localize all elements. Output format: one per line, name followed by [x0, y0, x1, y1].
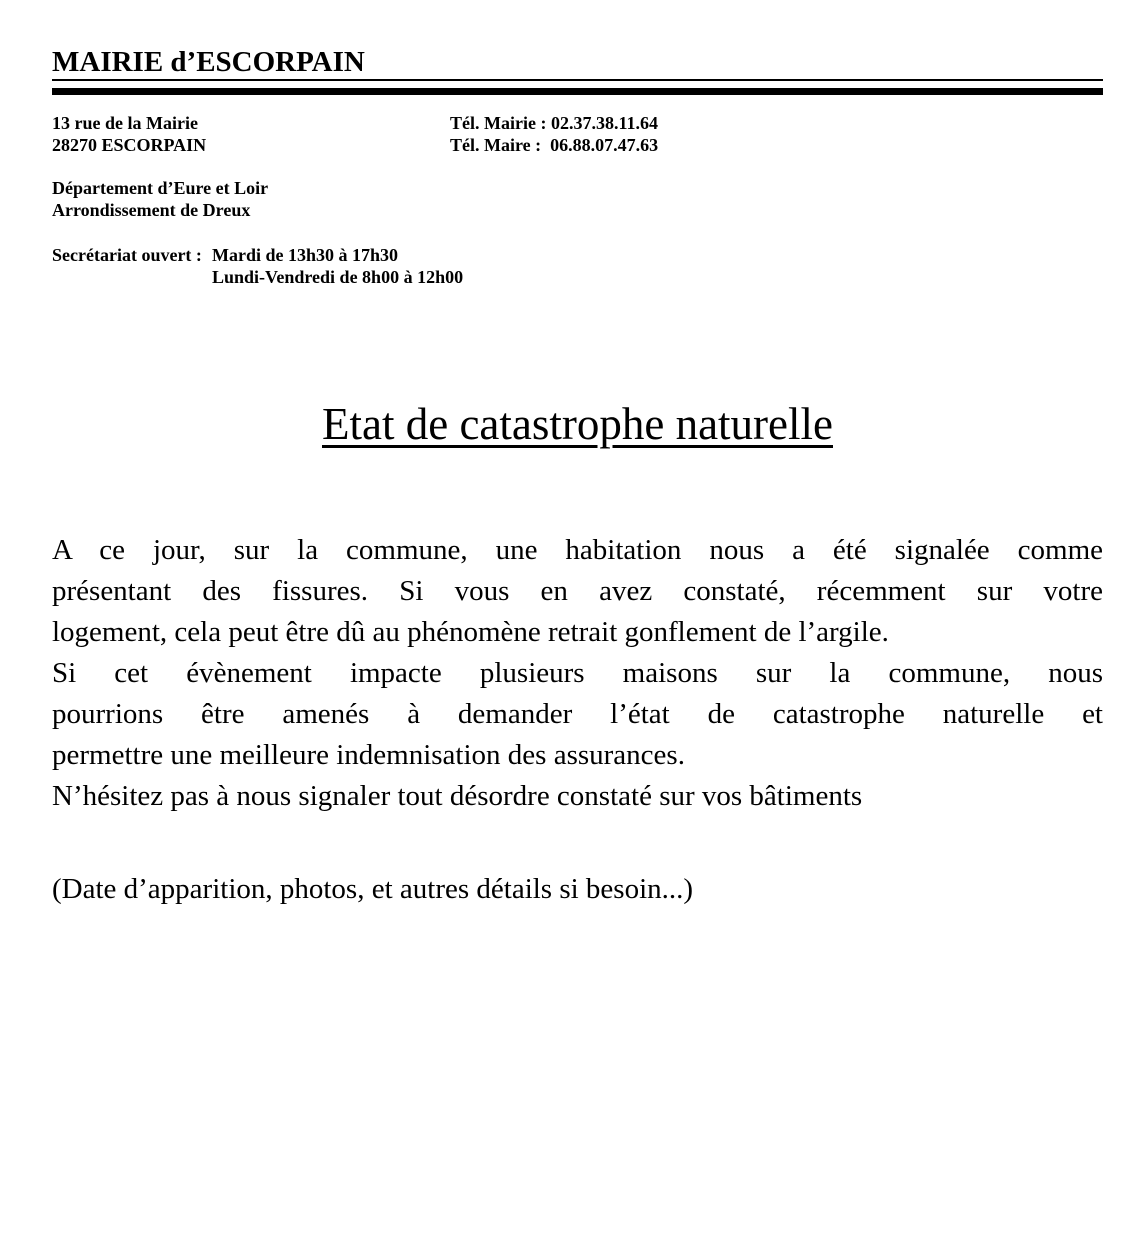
body-line: permettre une meilleure indemnisation des assurances. — [52, 739, 685, 771]
address-block — [52, 112, 450, 156]
document-title-text: Etat de catastrophe naturelle — [322, 399, 833, 449]
office-hours-list — [212, 244, 463, 288]
district-block — [52, 177, 1103, 221]
body-line: N’hésitez pas à nous signaler tout désordre constaté sur vos bâtiments — [52, 780, 863, 812]
office-hours-block — [52, 244, 1103, 288]
body-text — [52, 530, 1103, 817]
body-line: pourrions être amenés à demander l’état de catastrophe naturelle et — [52, 698, 1103, 730]
contact-block — [52, 112, 1103, 156]
body-line: présentant des fissures. Si vous en avez constaté, récemment sur votre — [52, 575, 1103, 607]
letter-body — [52, 398, 1103, 910]
arrondissement-line: Arrondissement de Dreux — [52, 200, 251, 220]
phone-block — [450, 112, 658, 156]
phone-mairie: Tél. Mairie : 02.37.38.11.64 — [450, 113, 658, 133]
document-title — [52, 398, 1103, 450]
org-name: MAIRIE d’ESCORPAIN — [52, 45, 1103, 81]
letterhead — [52, 45, 1103, 288]
phone-maire: Tél. Maire : 06.88.07.47.63 — [450, 135, 659, 155]
body-line: Si cet évènement impacte plusieurs maisons sur la commune, nous — [52, 657, 1103, 689]
department-line: Département d’Eure et Loir — [52, 178, 269, 198]
body-line: A ce jour, sur la commune, une habitation nous a été signalée comme — [52, 534, 1103, 566]
date-note: (Date d’apparition, photos, et autres détails si besoin...) — [52, 873, 694, 905]
office-hours-line-tuesday: Mardi de 13h30 à 17h30 — [212, 245, 399, 265]
office-hours-line-weekdays: Lundi-Vendredi de 8h00 à 12h00 — [212, 267, 464, 287]
header-divider-rule — [52, 88, 1103, 95]
address-street: 13 rue de la Mairie — [52, 113, 198, 133]
body-line: logement, cela peut être dû au phénomène retrait gonflement de l’argile. — [52, 616, 889, 648]
address-city: 28270 ESCORPAIN — [52, 135, 207, 155]
office-hours-label: Secrétariat ouvert : — [52, 245, 202, 265]
